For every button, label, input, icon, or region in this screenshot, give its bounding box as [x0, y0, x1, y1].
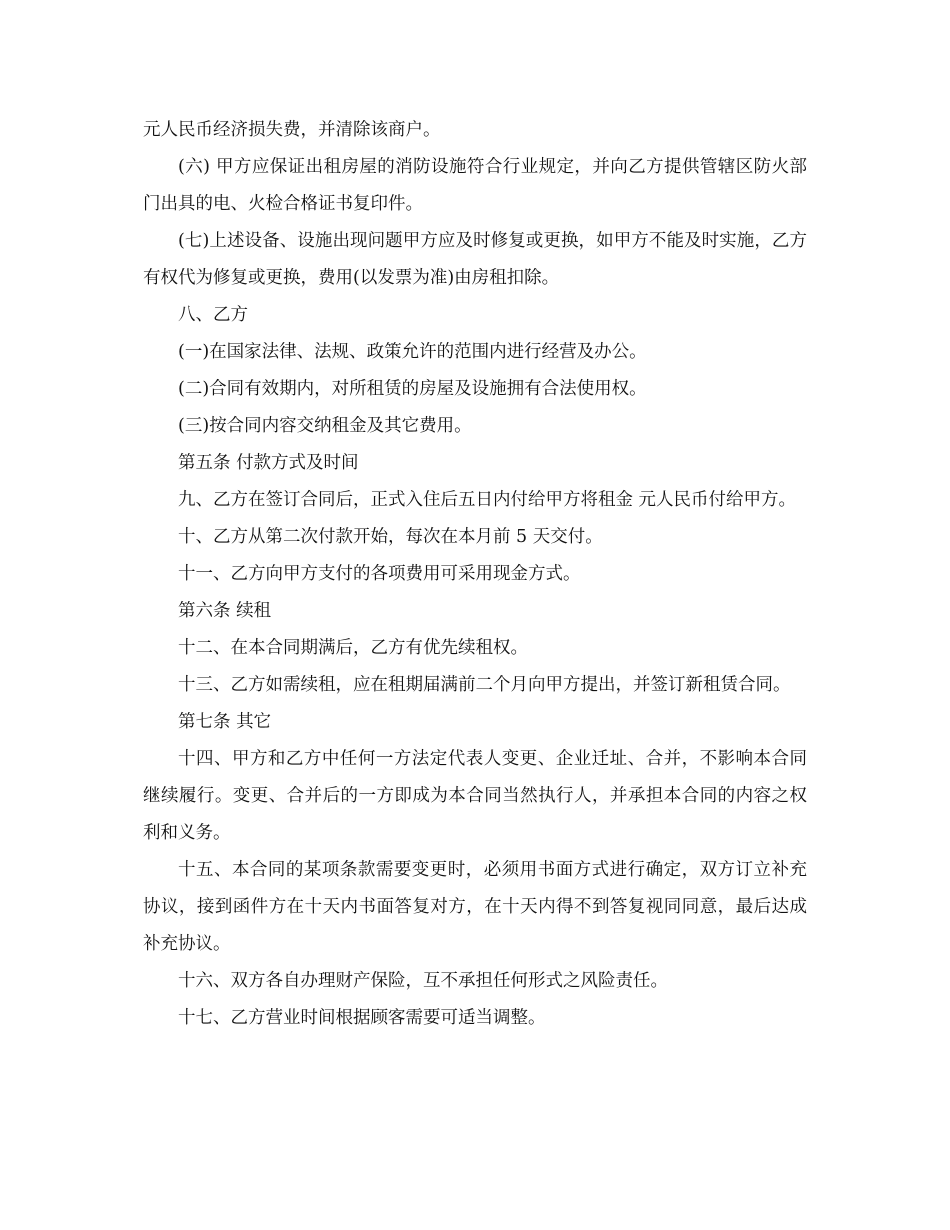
heading-party-b: 八、乙方: [178, 305, 248, 325]
paragraph-item-11: 十一、乙方向甲方支付的各项费用可采用现金方式。: [178, 564, 581, 584]
paragraph-b-2: (二)合同有效期内，对所租赁的房屋及设施拥有合法使用权。: [178, 379, 647, 399]
paragraph-item-15: 十五、本合同的某项条款需要变更时，必须用书面方式进行确定，双方订立补充协议，接到函件方在十天内书面答复对方，在十天内得不到答复视同同意，最后达成补充协议。: [143, 860, 807, 954]
paragraph-item-10: 十、乙方从第二次付款开始，每次在本月前 5 天交付。: [178, 527, 603, 547]
paragraph-item-9: 九、乙方在签订合同后，正式入住后五日内付给甲方将租金 元人民币付给甲方。: [178, 490, 797, 510]
paragraph-clause-7: (七)上述设备、设施出现问题甲方应及时修复或更换，如甲方不能及时实施，乙方有权代为修复或更换，费用(以发票为准)由房租扣除。: [143, 231, 807, 288]
paragraph-item-13: 十三、乙方如需续租，应在租期届满前二个月向甲方提出，并签订新租赁合同。: [178, 675, 791, 695]
paragraph-clause-6: (六) 甲方应保证出租房屋的消防设施符合行业规定，并向乙方提供管辖区防火部门出具的电、火检合格证书复印件。: [143, 157, 807, 214]
paragraph-continuation: 元人民币经济损失费，并清除该商户。: [143, 120, 441, 140]
paragraph-item-14: 十四、甲方和乙方中任何一方法定代表人变更、企业迁址、合并，不影响本合同继续履行。变更、合并后的一方即成为本合同当然执行人，并承担本合同的内容之权利和义务。: [143, 749, 807, 843]
paragraph-item-17: 十七、乙方营业时间根据顾客需要可适当调整。: [178, 1008, 546, 1028]
paragraph-b-1: (一)在国家法律、法规、政策允许的范围内进行经营及办公。: [178, 342, 647, 362]
heading-article-7: 第七条 其它: [178, 712, 272, 732]
heading-article-5: 第五条 付款方式及时间: [178, 453, 359, 473]
paragraph-item-12: 十二、在本合同期满后，乙方有优先续租权。: [178, 638, 528, 658]
heading-article-6: 第六条 续租: [178, 601, 272, 621]
document-body: [143, 112, 807, 1037]
paragraph-b-3: (三)按合同内容交纳租金及其它费用。: [178, 416, 472, 436]
paragraph-item-16: 十六、双方各自办理财产保险，互不承担任何形式之风险责任。: [178, 971, 668, 991]
